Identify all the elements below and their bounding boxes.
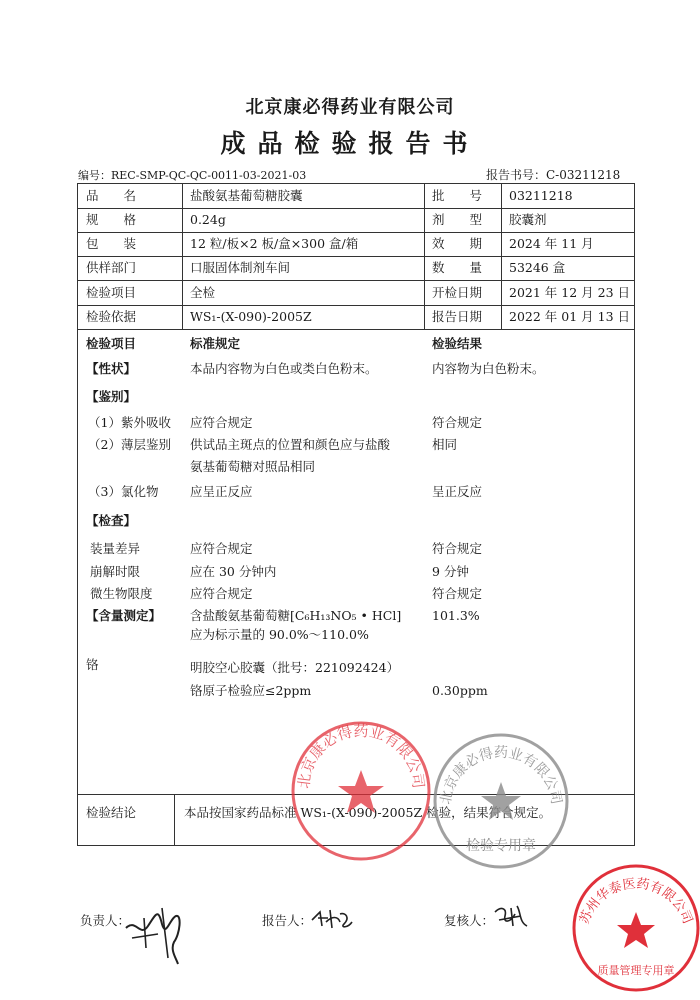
pack-label: 包 装 bbox=[86, 236, 137, 251]
reporter-signature bbox=[310, 906, 354, 930]
document-title: 成品检验报告书 bbox=[220, 129, 480, 158]
weight-result: 符合规定 bbox=[432, 541, 483, 556]
spec-label: 规 格 bbox=[86, 212, 137, 227]
uv-label: （1）紫外吸收 bbox=[88, 415, 171, 430]
disintegration-result: 9 分钟 bbox=[432, 564, 469, 579]
basis-value: WS₁-(X-090)-2005Z bbox=[190, 309, 312, 324]
distributor-seal bbox=[566, 860, 700, 994]
expiry-value: 2024 年 11 月 bbox=[509, 236, 594, 251]
col-item-header: 检验项目 bbox=[86, 336, 137, 351]
report-date-value: 2022 年 01 月 13 日 bbox=[509, 309, 630, 324]
responsible-signature bbox=[118, 888, 196, 968]
inspection-item-value: 全检 bbox=[190, 285, 216, 300]
assay-standard-line2: 应为标示量的 90.0%～110.0% bbox=[190, 627, 369, 642]
form-value: 胶囊剂 bbox=[509, 212, 547, 227]
quantity-value: 53246 盒 bbox=[509, 260, 566, 275]
microbial-label: 微生物限度 bbox=[90, 586, 153, 601]
product-value: 盐酸氨基葡萄糖胶囊 bbox=[190, 188, 303, 203]
tlc-result: 相同 bbox=[432, 437, 458, 452]
weight-standard: 应符合规定 bbox=[190, 541, 253, 556]
assay-label: 【含量测定】 bbox=[86, 608, 162, 623]
character-result: 内容物为白色粉末。 bbox=[432, 361, 545, 376]
quantity-label: 数 量 bbox=[432, 260, 483, 275]
chloride-standard: 应呈正反应 bbox=[190, 484, 253, 499]
chromium-standard-line1: 明胶空心胶囊（批号：221092424） bbox=[190, 660, 400, 675]
spec-value: 0.24g bbox=[190, 212, 226, 227]
report-number: 报告书号：C-03211218 bbox=[486, 168, 621, 182]
tlc-standard-line2: 氨基葡萄糖对照品相同 bbox=[190, 459, 316, 474]
batch-value: 03211218 bbox=[509, 188, 573, 203]
col-standard-header: 标准规定 bbox=[190, 336, 241, 351]
product-label: 品 名 bbox=[86, 188, 137, 203]
assay-standard-line1: 含盐酸氨基葡萄糖[C₆H₁₃NO₅ • HCl] bbox=[190, 608, 402, 623]
microbial-result: 符合规定 bbox=[432, 586, 483, 601]
form-label: 剂 型 bbox=[432, 212, 483, 227]
pack-value: 12 粒/板×2 板/盒×300 盒/箱 bbox=[190, 236, 359, 251]
reviewer-label: 复核人： bbox=[444, 913, 495, 928]
basis-label: 检验依据 bbox=[86, 309, 137, 324]
tlc-standard-line1: 供试品主斑点的位置和颜色应与盐酸 bbox=[190, 437, 391, 452]
document-number: 编号：REC-SMP-QC-QC-0011-03-2021-03 bbox=[78, 169, 307, 182]
responsible-label: 负责人： bbox=[80, 913, 131, 928]
chromium-result: 0.30ppm bbox=[432, 683, 488, 698]
chloride-label: （3）氯化物 bbox=[88, 484, 159, 499]
assay-result: 101.3% bbox=[432, 608, 480, 623]
uv-result: 符合规定 bbox=[432, 415, 483, 430]
company-name: 北京康必得药业有限公司 bbox=[245, 97, 455, 118]
chromium-standard-line2: 铬原子检验应≤2ppm bbox=[190, 683, 312, 698]
report-date-label: 报告日期 bbox=[432, 309, 483, 324]
disintegration-standard: 应在 30 分钟内 bbox=[190, 564, 277, 579]
tlc-label: （2）薄层鉴别 bbox=[88, 437, 171, 452]
check-label: 【检查】 bbox=[86, 513, 137, 528]
col-result-header: 检验结果 bbox=[432, 336, 483, 351]
company-seal bbox=[288, 718, 434, 864]
identification-label: 【鉴别】 bbox=[86, 389, 137, 404]
expiry-label: 效 期 bbox=[432, 236, 483, 251]
inspection-item-label: 检验项目 bbox=[86, 285, 137, 300]
chloride-result: 呈正反应 bbox=[432, 484, 483, 499]
supplier-label: 供样部门 bbox=[86, 260, 137, 275]
inspection-seal-subtitle: 检验专用章 bbox=[466, 838, 536, 854]
character-standard: 本品内容物为白色或类白色粉末。 bbox=[190, 361, 378, 376]
reviewer-signature bbox=[491, 902, 531, 930]
svg-text:北京康必得药业有限公司: 北京康必得药业有限公司 bbox=[294, 721, 428, 790]
svg-text:北京康必得药业有限公司: 北京康必得药业有限公司 bbox=[437, 745, 565, 806]
distributor-seal-subtitle: 质量管理专用章 bbox=[597, 964, 675, 977]
chromium-label: 铬 bbox=[86, 657, 99, 672]
character-label: 【性状】 bbox=[86, 361, 137, 376]
start-date-value: 2021 年 12 月 23 日 bbox=[509, 285, 630, 300]
microbial-standard: 应符合规定 bbox=[190, 586, 253, 601]
inspection-seal bbox=[430, 730, 572, 872]
supplier-value: 口服固体制剂车间 bbox=[190, 260, 291, 275]
reporter-label: 报告人： bbox=[262, 913, 313, 928]
start-date-label: 开检日期 bbox=[432, 285, 483, 300]
weight-label: 装量差异 bbox=[90, 541, 141, 556]
uv-standard: 应符合规定 bbox=[190, 415, 253, 430]
conclusion-label: 检验结论 bbox=[86, 805, 137, 820]
batch-label: 批 号 bbox=[432, 188, 483, 203]
conclusion-text: 本品按国家药品标准 WS₁-(X-090)-2005Z 检验，结果符合规定。 bbox=[184, 805, 552, 820]
svg-text:苏州华泰医药有限公司: 苏州华泰医药有限公司 bbox=[577, 876, 695, 927]
disintegration-label: 崩解时限 bbox=[90, 564, 141, 579]
